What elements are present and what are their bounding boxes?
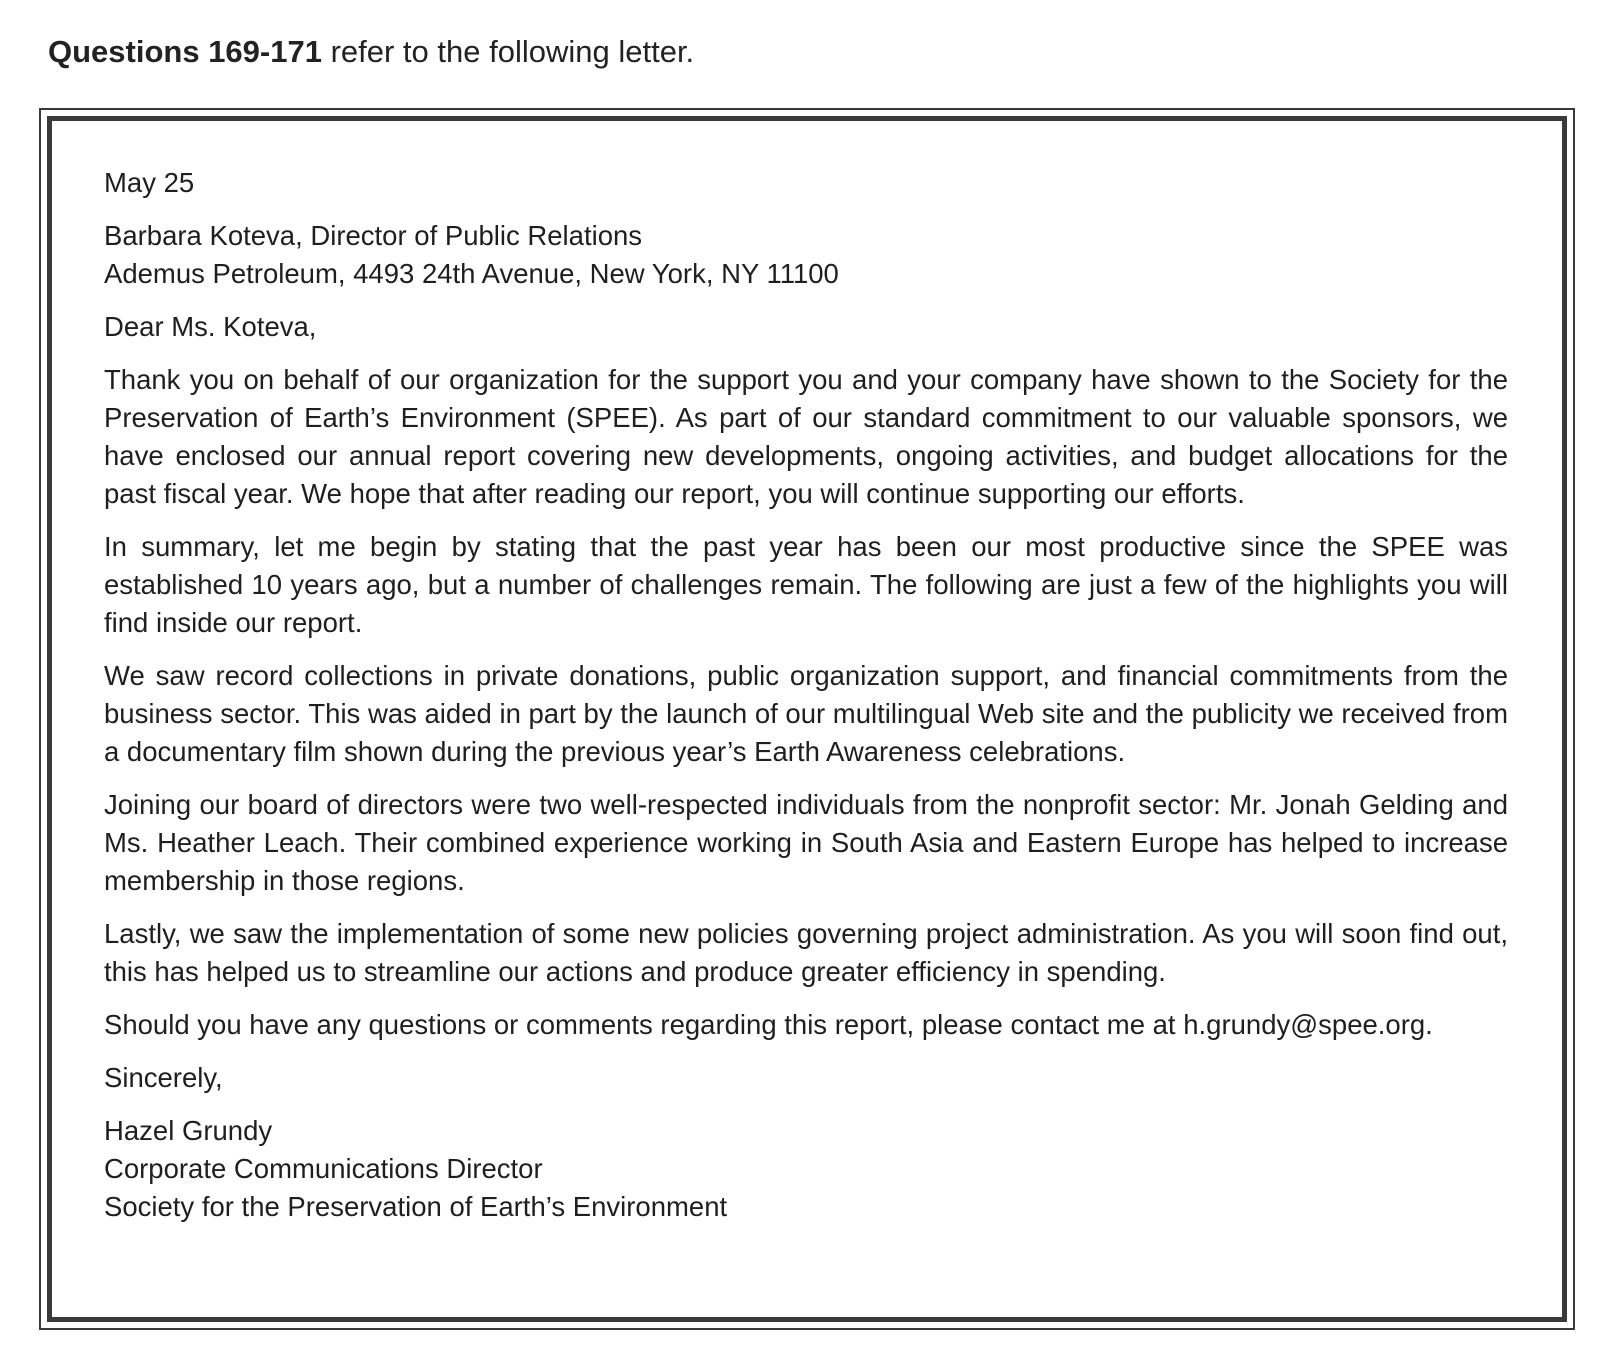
signature-block [104,1112,1508,1226]
signer-name: Hazel Grundy [104,1115,273,1146]
paragraph-4: Joining our board of directors were two well-respected individuals from the nonprofit sector: Mr. Jonah Gelding and Ms. Heather Leach. Their combined experience working in South Asia and Eastern Europe has helped to increase membership in those regions. [104,789,1508,896]
closing: Sincerely, [104,1062,223,1093]
paragraph-1: Thank you on behalf of our organization for the support you and your company have shown to the Society for the Preservation of Earth’s Environment (SPEE). As part of our standard commitment to our valuable sponsors, we have enclosed our annual report covering new developments, ongoing activities, and budget allocations for the past fiscal year. We hope that after reading our report, you will continue supporting our efforts. [104,364,1508,509]
signer-organization: Society for the Preservation of Earth’s Environment [104,1191,728,1222]
question-range: Questions 169-171 [48,34,322,69]
recipient-company-line: Ademus Petroleum, 4493 24th Avenue, New York, NY 11100 [104,258,839,289]
paragraph-6: Should you have any questions or comments regarding this report, please contact me at h.grundy@spee.org. [104,1009,1433,1040]
signer-title: Corporate Communications Director [104,1153,543,1184]
paragraph-3: We saw record collections in private donations, public organization support, and financial commitments from the business sector. This was aided in part by the launch of our multilingual Web site and the publicity we received from a documentary film shown during the previous year’s Earth Awareness celebrations. [104,660,1508,767]
salutation: Dear Ms. Koteva, [104,311,317,342]
question-instruction: refer to the following letter. [321,34,695,69]
letter-body [104,164,1508,1241]
paragraph-5: Lastly, we saw the implementation of some new policies governing project administration. As you will soon find out, this has helped us to streamline our actions and produce greater efficiency in spending. [104,918,1508,987]
paragraph-2: In summary, let me begin by stating that the past year has been our most productive since the SPEE was established 10 years ago, but a number of challenges remain. The following are just a few of the highlights you will find inside our report. [104,531,1508,638]
letter-date: May 25 [104,167,195,198]
recipient-address [104,217,1508,293]
question-heading [48,32,694,72]
recipient-name-line: Barbara Koteva, Director of Public Relations [104,220,643,251]
